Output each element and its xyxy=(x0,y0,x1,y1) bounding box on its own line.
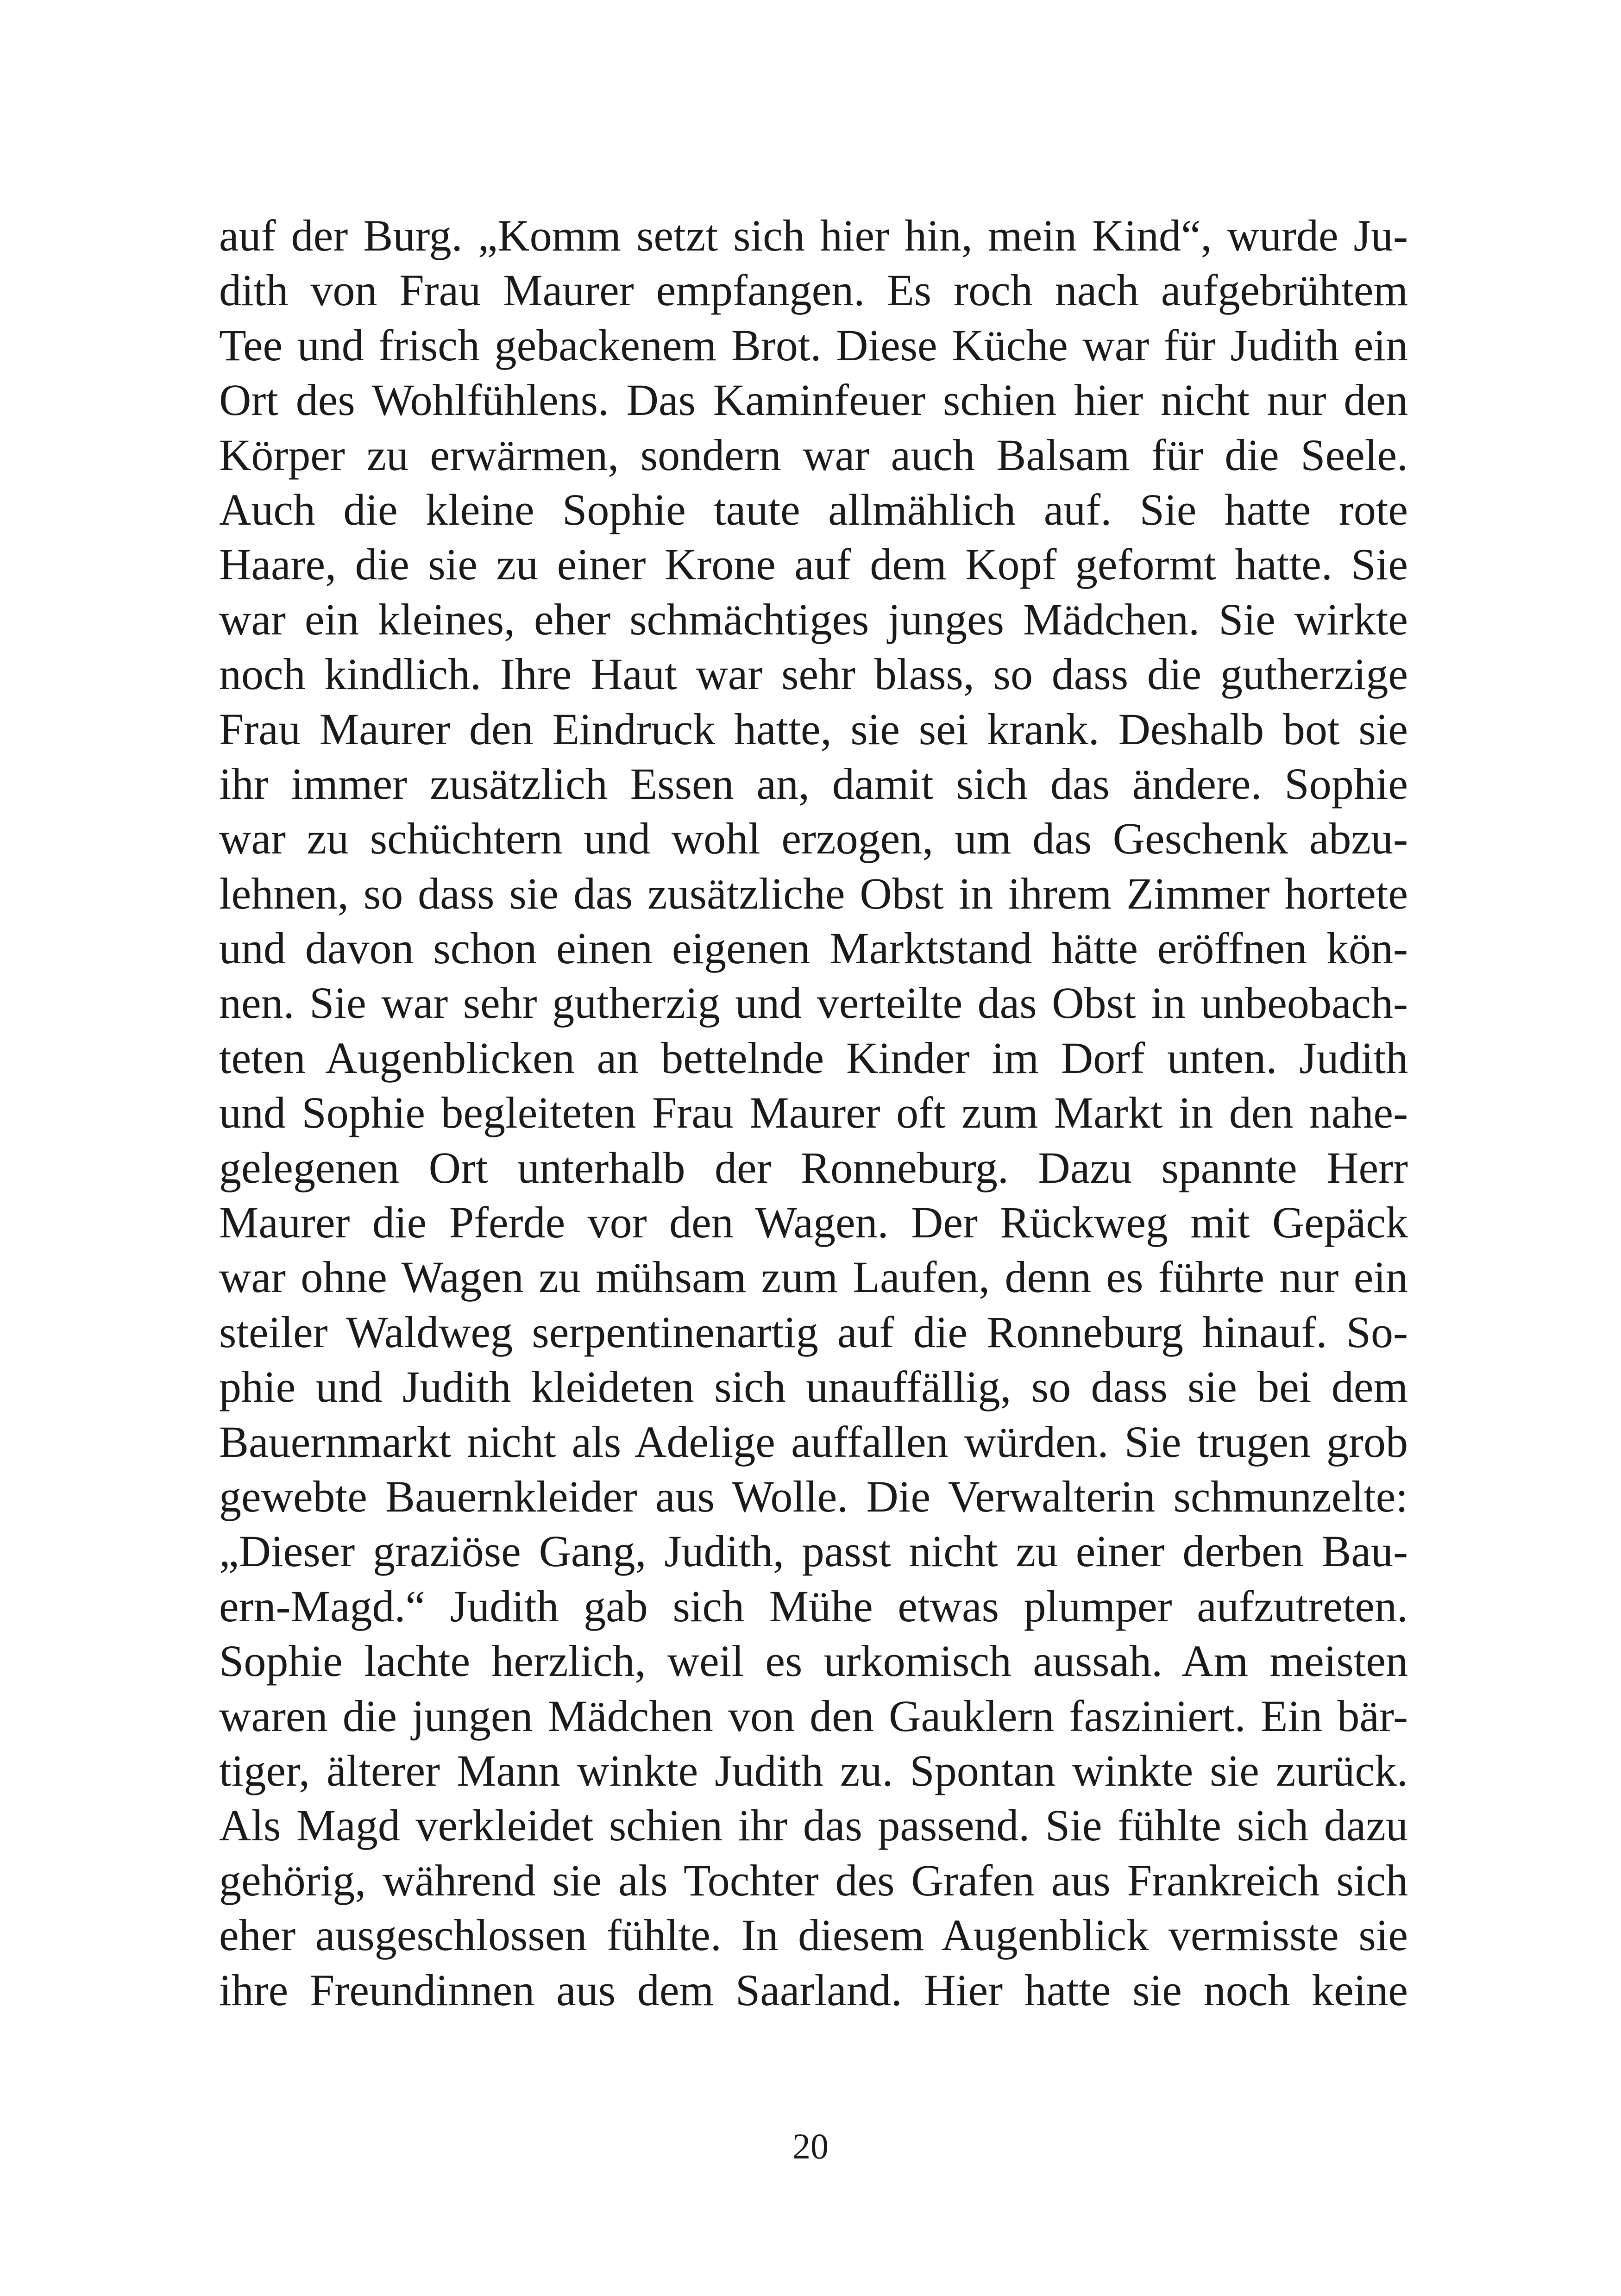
text-line: Als Magd verkleidet schien ihr das passend. Sie fühlte sich dazu xyxy=(219,1800,1408,1851)
text-line: tiger, älterer Mann winkte Judith zu. Spontan winkte sie zurück. xyxy=(219,1745,1408,1795)
text-line: Tee und frisch gebackenem Brot. Diese Küche war für Judith ein xyxy=(219,320,1408,370)
text-line: ern-Magd.“ Judith gab sich Mühe etwas plumper aufzutreten. xyxy=(219,1581,1408,1631)
text-line: Sophie lachte herzlich, weil es urkomisch aussah. Am meisten xyxy=(219,1636,1408,1686)
text-line: gewebte Bauernkleider aus Wolle. Die Verwalterin schmunzelte: xyxy=(219,1471,1408,1521)
text-line: Maurer die Pferde vor den Wagen. Der Rückweg mit Gepäck xyxy=(219,1198,1408,1248)
text-line: ihr immer zusätzlich Essen an, damit sich das ändere. Sophie xyxy=(219,759,1408,809)
text-line: war ohne Wagen zu mühsam zum Laufen, denn es führte nur ein xyxy=(219,1252,1408,1302)
text-line: teten Augenblicken an bettelnde Kinder im Dorf unten. Judith xyxy=(219,1033,1408,1083)
page-number: 20 xyxy=(792,2126,829,2166)
text-line: Bauernmarkt nicht als Adelige auffallen würden. Sie trugen grob xyxy=(219,1417,1408,1467)
text-line: auf der Burg. „Komm setzt sich hier hin, mein Kind“, wurde Ju- xyxy=(219,211,1408,260)
text-line: Frau Maurer den Eindruck hatte, sie sei krank. Deshalb bot sie xyxy=(219,704,1408,754)
text-line: gehörig, während sie als Tochter des Grafen aus Frankreich sich xyxy=(219,1855,1408,1905)
text-line: „Dieser graziöse Gang, Judith, passt nicht zu einer derben Bau- xyxy=(219,1526,1408,1576)
text-line: noch kindlich. Ihre Haut war sehr blass, so dass die gutherzige xyxy=(219,649,1408,699)
text-line: waren die jungen Mädchen von den Gauklern fasziniert. Ein bär- xyxy=(219,1691,1408,1741)
text-line: lehnen, so dass sie das zusätzliche Obst in ihrem Zimmer hortete xyxy=(219,868,1408,918)
text-line: und davon schon einen eigenen Marktstand hätte eröffnen kön- xyxy=(219,923,1408,973)
text-line: Körper zu erwärmen, sondern war auch Balsam für die Seele. xyxy=(219,430,1408,480)
text-line: ihre Freundinnen aus dem Saarland. Hier hatte sie noch keine xyxy=(219,1965,1408,2015)
body-text xyxy=(219,208,1408,2018)
text-line: war ein kleines, eher schmächtiges junges Mädchen. Sie wirkte xyxy=(219,594,1408,644)
text-line: steiler Waldweg serpentinenartig auf die Ronneburg hinauf. So- xyxy=(219,1307,1408,1357)
text-line: Haare, die sie zu einer Krone auf dem Kopf geformt hatte. Sie xyxy=(219,539,1408,590)
text-line: Ort des Wohlfühlens. Das Kaminfeuer schien hier nicht nur den xyxy=(219,375,1408,425)
text-line: nen. Sie war sehr gutherzig und verteilte das Obst in unbeobach- xyxy=(219,978,1408,1028)
text-line: dith von Frau Maurer empfangen. Es roch nach aufgebrühtem xyxy=(219,265,1408,315)
text-line: Auch die kleine Sophie taute allmählich auf. Sie hatte rote xyxy=(219,484,1408,534)
text-line: war zu schüchtern und wohl erzogen, um das Geschenk abzu- xyxy=(219,814,1408,864)
text-line: eher ausgeschlossen fühlte. In diesem Augenblick vermisste sie xyxy=(219,1910,1408,1960)
text-line: und Sophie begleiteten Frau Maurer oft zum Markt in den nahe- xyxy=(219,1088,1408,1138)
text-line: gelegenen Ort unterhalb der Ronneburg. Dazu spannte Herr xyxy=(219,1142,1408,1192)
text-line: phie und Judith kleideten sich unauffällig, so dass sie bei dem xyxy=(219,1362,1408,1412)
